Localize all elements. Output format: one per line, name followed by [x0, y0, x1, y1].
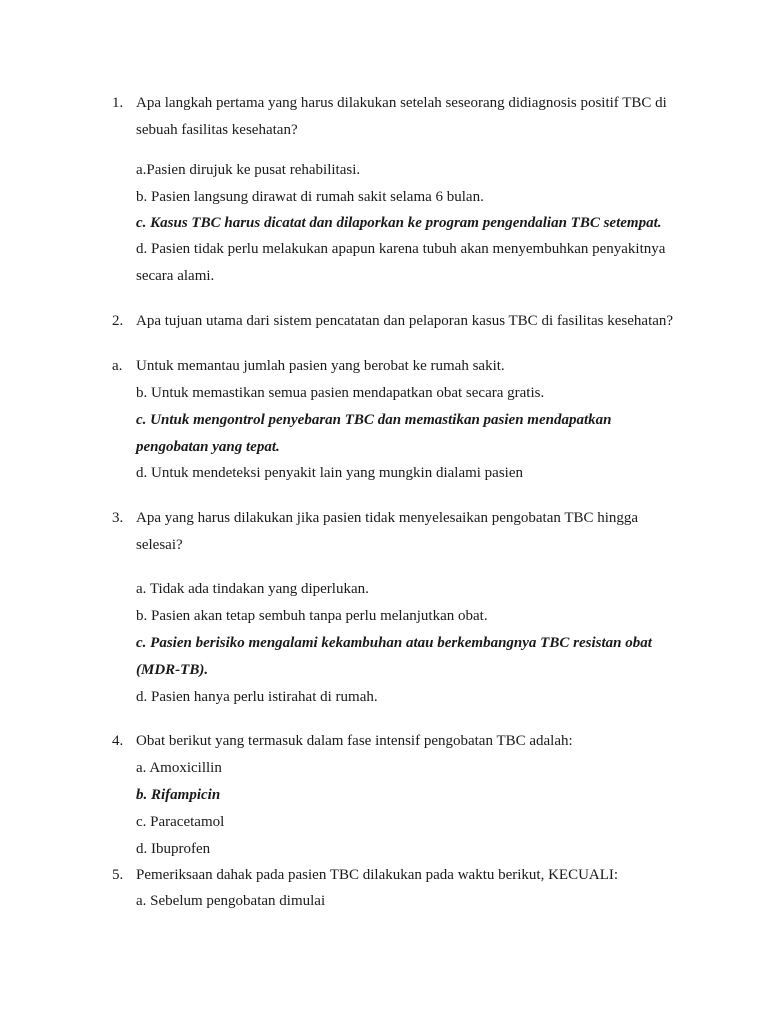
option-d: secara alami.: [136, 268, 215, 284]
question-number: 2.: [112, 313, 124, 329]
option-b-correct: b. Rifampicin: [136, 787, 221, 803]
question-text: selesai?: [136, 537, 183, 553]
question-number: 4.: [112, 733, 124, 749]
option-d: d. Pasien tidak perlu melakukan apapun karena tubuh akan menyembuhkan penyakitnya: [136, 241, 666, 257]
question-number: 1.: [112, 95, 124, 111]
option-c: c. Paracetamol: [136, 814, 225, 830]
option-c-correct: (MDR-TB).: [136, 662, 209, 678]
question-text: Apa tujuan utama dari sistem pencatatan dan pelaporan kasus TBC di fasilitas kesehatan?: [136, 313, 674, 329]
option-c-correct: c. Kasus TBC harus dicatat dan dilaporkan ke program pengendalian TBC setempat.: [136, 215, 662, 231]
question-text: sebuah fasilitas kesehatan?: [136, 122, 298, 138]
option-a: a. Amoxicillin: [136, 760, 222, 776]
option-a: Untuk memantau jumlah pasien yang berobat ke rumah sakit.: [136, 358, 505, 374]
question-text: Pemeriksaan dahak pada pasien TBC dilakukan pada waktu berikut, KECUALI:: [136, 867, 619, 883]
option-a: a. Sebelum pengobatan dimulai: [136, 893, 326, 909]
option-a-marker: a.: [112, 358, 123, 374]
question-text: Apa yang harus dilakukan jika pasien tidak menyelesaikan pengobatan TBC hingga: [136, 510, 639, 526]
option-a: a. Tidak ada tindakan yang diperlukan.: [136, 581, 369, 597]
question-number: 5.: [112, 867, 124, 883]
option-b: b. Pasien akan tetap sembuh tanpa perlu melanjutkan obat.: [136, 608, 488, 624]
option-c-correct: c. Pasien berisiko mengalami kekambuhan atau berkembangnya TBC resistan obat: [136, 635, 652, 651]
option-c-correct: pengobatan yang tepat.: [136, 439, 280, 455]
option-a: a.Pasien dirujuk ke pusat rehabilitasi.: [136, 162, 361, 178]
question-text: Obat berikut yang termasuk dalam fase intensif pengobatan TBC adalah:: [136, 733, 573, 749]
option-b: b. Pasien langsung dirawat di rumah sakit selama 6 bulan.: [136, 189, 484, 205]
option-d: d. Ibuprofen: [136, 841, 211, 857]
question-number: 3.: [112, 510, 124, 526]
option-d: d. Pasien hanya perlu istirahat di rumah.: [136, 689, 378, 705]
option-b: b. Untuk memastikan semua pasien mendapatkan obat secara gratis.: [136, 385, 545, 401]
option-c-correct: c. Untuk mengontrol penyebaran TBC dan memastikan pasien mendapatkan: [136, 412, 612, 428]
question-text: Apa langkah pertama yang harus dilakukan setelah seseorang didiagnosis positif TBC di: [136, 95, 667, 111]
option-d: d. Untuk mendeteksi penyakit lain yang mungkin dialami pasien: [136, 465, 524, 481]
